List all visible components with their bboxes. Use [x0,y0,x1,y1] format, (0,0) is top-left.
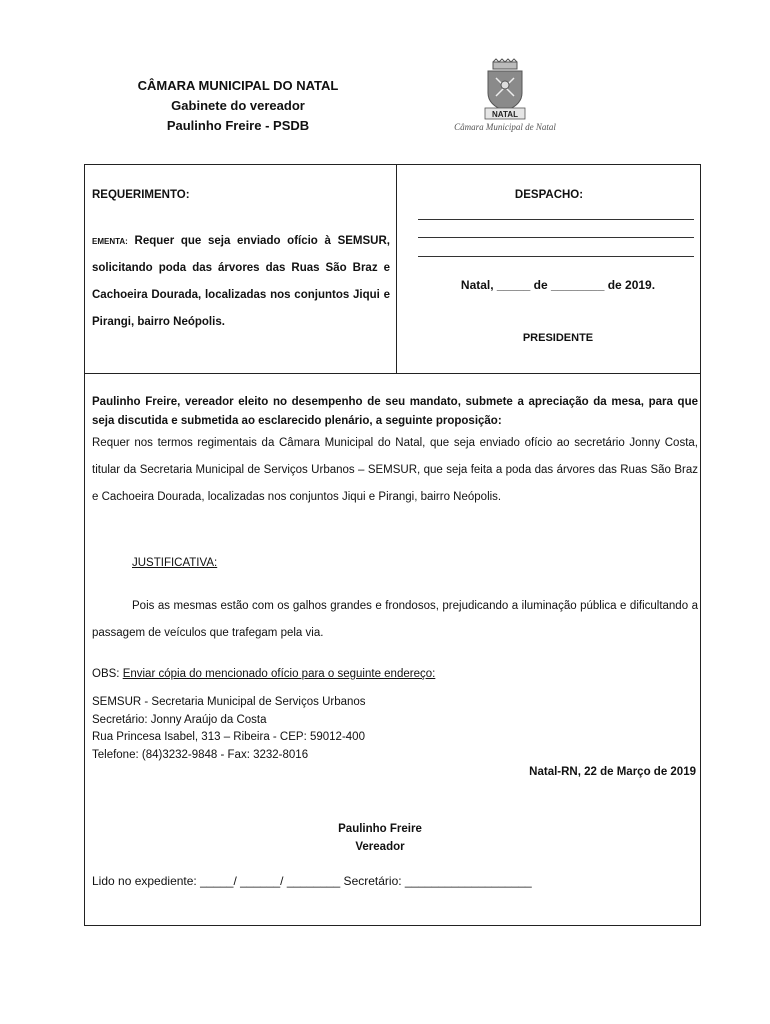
obs-line [92,668,435,680]
place-date: Natal-RN, 22 de Março de 2019 [529,766,696,778]
address-line: Rua Princesa Isabel, 313 – Ribeira - CEP: 59012-400 [92,731,365,743]
despacho-line [418,256,694,257]
address-line: Telefone: (84)3232-9848 - Fax: 3232-8016 [92,748,309,761]
justificativa-text: Pois as mesmas estão com os galhos grandes e frondosos, prejudicando a iluminação pública e dificultando a passagem de veículos que trafegam pela via. [92,600,698,639]
address-line: Secretário: Jonny Araújo da Costa [92,713,267,726]
obs-label: OBS: [92,668,120,680]
signer-role: Vereador [355,841,405,853]
signature-block [300,820,460,856]
office-name: Gabinete do vereador [171,98,305,113]
ementa-text: Requer que seja enviado ofício à SEMSUR, solicitando poda das árvores das Ruas São Braz e Cachoeira Dourada, localizadas nos conjuntos Jiqui e Pirangi, bairro Neópolis. [92,235,390,328]
address-line: SEMSUR - Secretaria Municipal de Serviços Urbanos [92,696,366,708]
requerimento-label: REQUERIMENTO: [92,189,190,201]
chamber-header [110,76,366,136]
ementa [92,228,390,336]
despacho-line [418,219,694,220]
address-block [92,694,366,764]
section-divider [84,373,701,374]
logo-banner: NATAL [492,110,518,119]
signer-name: Paulinho Freire [338,823,422,835]
justificativa-title: JUSTIFICATIVA: [132,557,218,569]
lido-expediente-line: Lido no expediente: _____/ ______/ ________ Secretário: ___________________ [92,874,532,888]
despacho-line [418,237,694,238]
column-divider [396,164,397,374]
intro-paragraph: Paulinho Freire, vereador eleito no desempenho de seu mandato, submete a apreciação da mesa, para que seja discutida e submetida ao esclarecido plenário, a seguinte proposição: [92,396,698,427]
despacho-signer: PRESIDENTE [522,332,594,344]
despacho-date: Natal, _____ de ________ de 2019. [460,278,656,292]
councilor-name: Paulinho Freire - PSDB [166,118,310,133]
request-paragraph: Requer nos termos regimentais da Câmara Municipal do Natal, que seja enviado ofício ao secretário Jonny Costa, titular da Secretaria Municipal de Serviços Urbanos – SEMSUR, que seja feita a poda das árvores das Ruas São Braz e Cachoeira Dourada, localizadas nos conjuntos Jiqui e Pirangi, bairro Neópolis. [92,437,698,503]
despacho-title: DESPACHO: [514,189,584,201]
logo-caption: Câmara Municipal de Natal [454,122,556,132]
obs-text: Enviar cópia do mencionado ofício para o seguinte endereço: [122,668,436,680]
chamber-name: CÂMARA MUNICIPAL DO NATAL [137,78,339,93]
ementa-prefix: EMENTA: [92,237,128,246]
